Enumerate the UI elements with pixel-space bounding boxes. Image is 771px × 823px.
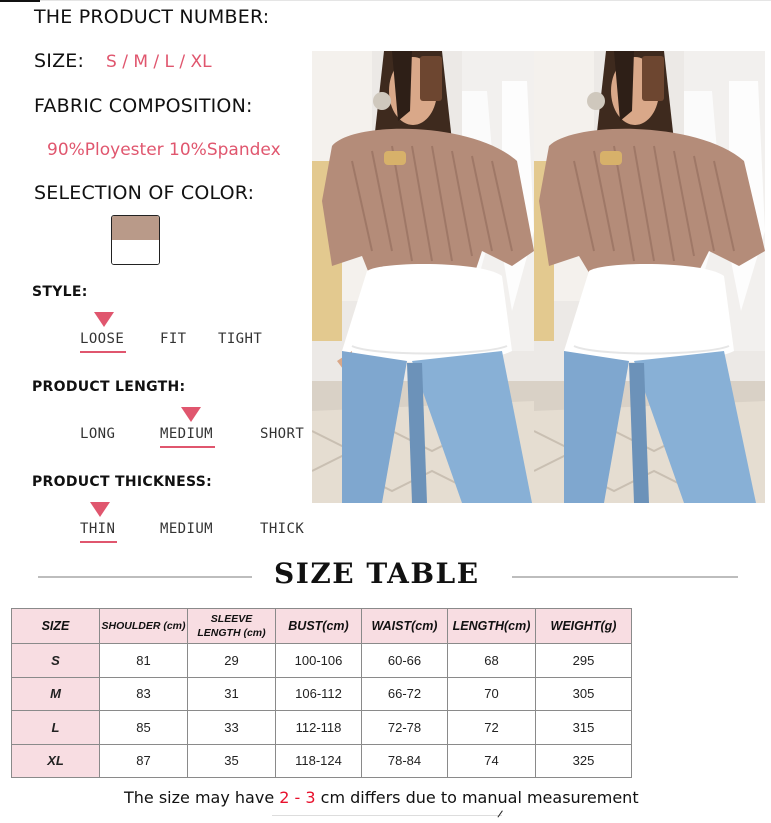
- length-option-long[interactable]: LONG: [80, 426, 116, 442]
- size-cell: XL: [12, 744, 100, 778]
- table-cell: 118-124: [276, 744, 362, 778]
- measurement-note: [124, 788, 639, 807]
- table-cell: 66-72: [362, 677, 448, 711]
- length-option-short[interactable]: SHORT: [260, 426, 305, 442]
- note-text: cm differs due to manual measurement: [315, 788, 639, 807]
- size-values: S / M / L / XL: [106, 52, 212, 72]
- table-cell: 60-66: [362, 644, 448, 678]
- table-cell: 70: [448, 677, 536, 711]
- column-header: SHOULDER (cm): [100, 609, 188, 644]
- thickness-option-thick[interactable]: THICK: [260, 521, 305, 537]
- size-table-title: SIZE TABLE: [274, 557, 480, 590]
- table-cell: 112-118: [276, 711, 362, 745]
- table-cell: 72-78: [362, 711, 448, 745]
- column-header: SLEEVE LENGTH (cm): [188, 609, 276, 644]
- table-cell: 78-84: [362, 744, 448, 778]
- table-cell: 325: [536, 744, 632, 778]
- swatch-white: [112, 240, 159, 264]
- fabric-label: FABRIC COMPOSITION:: [34, 95, 253, 117]
- size-cell: L: [12, 711, 100, 745]
- column-header: WEIGHT(g): [536, 609, 632, 644]
- column-header: WAIST(cm): [362, 609, 448, 644]
- table-cell: 87: [100, 744, 188, 778]
- table-cell: 72: [448, 711, 536, 745]
- bottom-divider: [272, 815, 502, 816]
- table-row: [12, 644, 632, 678]
- thickness-option-medium[interactable]: MEDIUM: [160, 521, 213, 537]
- table-cell: 106-112: [276, 677, 362, 711]
- size-label: SIZE:: [34, 50, 85, 72]
- table-cell: 29: [188, 644, 276, 678]
- table-cell: 100-106: [276, 644, 362, 678]
- length-label: PRODUCT LENGTH:: [32, 379, 186, 395]
- note-text: The size may have: [124, 788, 280, 807]
- top-rule: [0, 0, 40, 2]
- swatch-khaki: [112, 216, 159, 240]
- table-cell: 305: [536, 677, 632, 711]
- table-cell: 33: [188, 711, 276, 745]
- table-cell: 315: [536, 711, 632, 745]
- tick-mark-icon: [497, 810, 508, 821]
- style-option-tight[interactable]: TIGHT: [218, 331, 263, 347]
- style-option-loose[interactable]: LOOSE: [80, 331, 125, 347]
- table-row: [12, 711, 632, 745]
- table-cell: 31: [188, 677, 276, 711]
- thickness-label: PRODUCT THICKNESS:: [32, 474, 213, 490]
- style-label: STYLE:: [32, 284, 88, 300]
- selected-marker-icon: [90, 502, 110, 517]
- style-option-fit[interactable]: FIT: [160, 331, 187, 347]
- table-cell: 85: [100, 711, 188, 745]
- selected-marker-icon: [181, 407, 201, 422]
- top-divider: [40, 0, 771, 1]
- table-row: [12, 677, 632, 711]
- color-label: SELECTION OF COLOR:: [34, 182, 255, 204]
- table-header-row: [12, 609, 632, 644]
- length-option-medium[interactable]: MEDIUM: [160, 426, 213, 442]
- heading-rule-right: [512, 576, 738, 578]
- size-table: [11, 608, 632, 778]
- size-cell: M: [12, 677, 100, 711]
- column-header: LENGTH(cm): [448, 609, 536, 644]
- column-header: BUST(cm): [276, 609, 362, 644]
- thickness-option-thin[interactable]: THIN: [80, 521, 116, 537]
- table-cell: 74: [448, 744, 536, 778]
- table-cell: 83: [100, 677, 188, 711]
- note-highlight: 2 - 3: [279, 788, 316, 807]
- table-cell: 81: [100, 644, 188, 678]
- product-photo: [312, 51, 534, 503]
- table-row: [12, 744, 632, 778]
- size-cell: S: [12, 644, 100, 678]
- color-swatch[interactable]: [111, 215, 160, 265]
- fabric-value: 90%Ployester 10%Spandex: [47, 140, 281, 160]
- column-header: SIZE: [12, 609, 100, 644]
- product-photo: [534, 51, 765, 503]
- heading-rule-left: [38, 576, 252, 578]
- product-number-label: THE PRODUCT NUMBER:: [34, 6, 270, 28]
- table-cell: 68: [448, 644, 536, 678]
- table-cell: 35: [188, 744, 276, 778]
- selected-marker-icon: [94, 312, 114, 327]
- table-cell: 295: [536, 644, 632, 678]
